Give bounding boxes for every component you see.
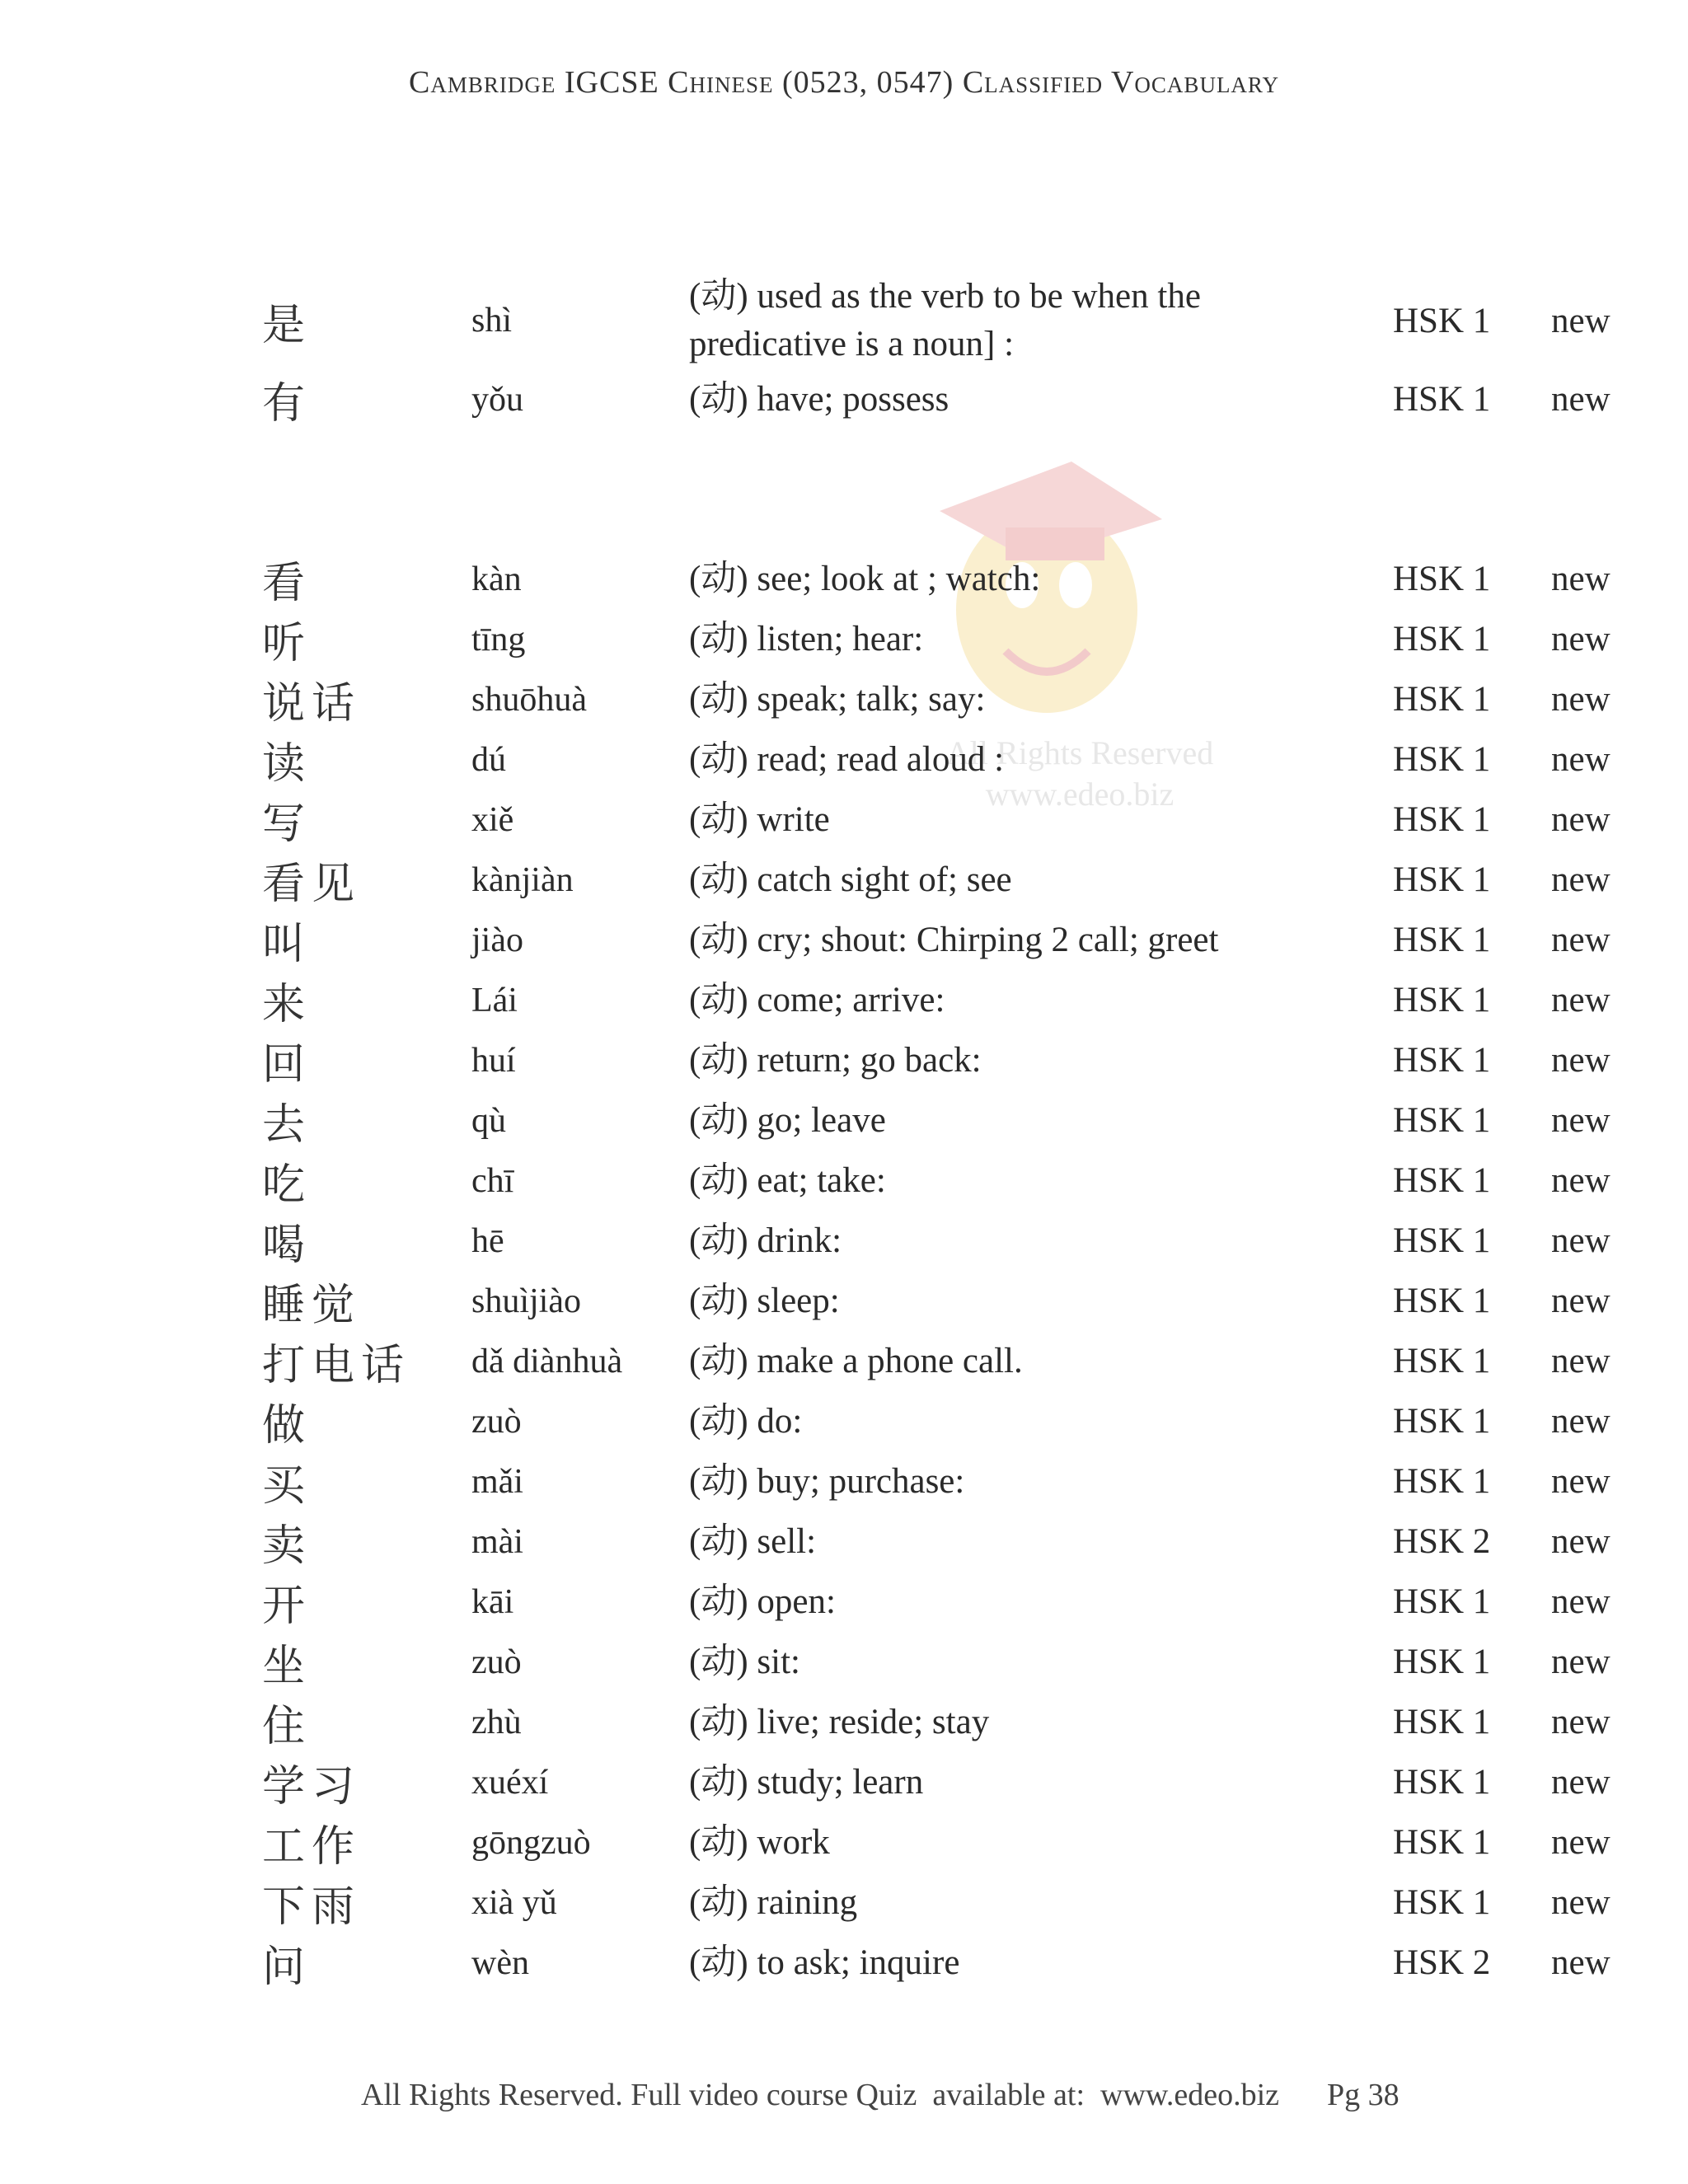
hanzi-cell: 打电话	[262, 1341, 411, 1390]
hsk-level-cell: HSK 1	[1393, 1041, 1491, 1080]
pinyin-cell: yǒu	[471, 380, 523, 419]
hsk-level-cell: HSK 1	[1393, 301, 1491, 340]
definition-cell: (动) used as the verb to be when the predicative is a noun] :	[689, 277, 1201, 363]
hsk-level-cell: HSK 1	[1393, 1703, 1491, 1741]
pinyin-cell: kāi	[471, 1582, 514, 1621]
hanzi-cell: 睡觉	[262, 1281, 362, 1330]
pinyin-cell: shì	[471, 302, 513, 340]
pinyin-cell: wèn	[471, 1943, 529, 1982]
status-cell: new	[1551, 1161, 1611, 1200]
vocab-row	[0, 1451, 1688, 1511]
vocab-row	[0, 1752, 1688, 1812]
hanzi-cell: 去	[262, 1100, 312, 1150]
hanzi-cell: 有	[262, 379, 312, 429]
vocab-row	[0, 1331, 1688, 1391]
hsk-level-cell: HSK 1	[1393, 921, 1491, 959]
vocab-row	[0, 1090, 1688, 1151]
hsk-level-cell: HSK 1	[1393, 740, 1491, 779]
status-cell: new	[1551, 1462, 1611, 1501]
hanzi-cell: 坐	[262, 1642, 312, 1691]
pinyin-cell: dú	[471, 740, 506, 779]
status-cell: new	[1551, 560, 1611, 598]
pinyin-cell: kànjiàn	[471, 860, 574, 899]
pinyin-cell: Lái	[471, 981, 518, 1019]
definition-cell: (动) eat; take:	[689, 1160, 886, 1200]
definition-cell: (动) raining	[689, 1882, 858, 1922]
pinyin-cell: xià yǔ	[471, 1883, 557, 1922]
pinyin-cell: zuò	[471, 1643, 522, 1681]
definition-cell: (动) buy; purchase:	[689, 1461, 965, 1501]
status-cell: new	[1551, 1582, 1611, 1621]
hanzi-cell: 卖	[262, 1521, 312, 1571]
definition-cell: (动) come; arrive:	[689, 980, 945, 1019]
definition-cell: (动) open:	[689, 1582, 836, 1621]
hanzi-cell: 做	[262, 1401, 312, 1451]
pinyin-cell: mài	[471, 1522, 523, 1561]
watermark-text-url: www.edeo.biz	[985, 776, 1175, 813]
pinyin-cell: shuōhuà	[471, 680, 587, 719]
vocab-row	[0, 970, 1688, 1030]
definition-cell: (动) cry; shout: Chirping 2 call; greet	[689, 920, 1219, 959]
hanzi-cell: 听	[262, 619, 312, 668]
status-cell: new	[1551, 1943, 1611, 1982]
hanzi-cell: 工作	[262, 1822, 362, 1872]
hsk-level-cell: HSK 1	[1393, 680, 1491, 719]
definition-cell: (动) sell:	[689, 1521, 817, 1561]
status-cell: new	[1551, 1823, 1611, 1862]
hanzi-cell: 是	[262, 300, 312, 350]
vocab-row	[0, 1572, 1688, 1632]
hsk-level-cell: HSK 1	[1393, 1402, 1491, 1441]
vocab-row	[0, 790, 1688, 850]
hanzi-cell: 叫	[262, 920, 312, 969]
vocab-row	[0, 1872, 1688, 1933]
hsk-level-cell: HSK 1	[1393, 1823, 1491, 1862]
status-cell: new	[1551, 1402, 1611, 1441]
status-cell: new	[1551, 1643, 1611, 1681]
hanzi-cell: 住	[262, 1702, 312, 1751]
status-cell: new	[1551, 921, 1611, 959]
vocab-row	[0, 729, 1688, 790]
hanzi-cell: 下雨	[262, 1882, 362, 1932]
hanzi-cell: 吃	[262, 1160, 312, 1210]
hanzi-cell: 看	[262, 559, 312, 608]
vocab-row	[0, 1030, 1688, 1090]
pinyin-cell: shuìjiào	[471, 1282, 581, 1320]
pinyin-cell: gōngzuò	[471, 1823, 591, 1862]
hanzi-cell: 看见	[262, 860, 362, 909]
definition-cell: (动) go; leave	[689, 1100, 886, 1140]
status-cell: new	[1551, 1522, 1611, 1561]
status-cell: new	[1551, 1763, 1611, 1802]
status-cell: new	[1551, 981, 1611, 1019]
vocab-row	[0, 272, 1688, 369]
vocab-row	[0, 1632, 1688, 1692]
pinyin-cell: xiě	[471, 800, 514, 839]
status-cell: new	[1551, 1101, 1611, 1140]
definition-cell: (动) listen; hear:	[689, 619, 924, 658]
status-cell: new	[1551, 1342, 1611, 1380]
page-number: Pg 38	[1327, 2078, 1400, 2112]
definition-cell: (动) drink:	[689, 1221, 842, 1260]
hsk-level-cell: HSK 1	[1393, 1221, 1491, 1260]
vocab-row	[0, 1692, 1688, 1752]
pinyin-cell: huí	[471, 1041, 516, 1080]
hsk-level-cell: HSK 1	[1393, 1342, 1491, 1380]
definition-cell: (动) see; look at ; watch:	[689, 559, 1041, 598]
definition-cell: (动) study; learn	[689, 1762, 924, 1802]
pinyin-cell: zhù	[471, 1703, 522, 1741]
hsk-level-cell: HSK 1	[1393, 1161, 1491, 1200]
footer-text: All Rights Reserved. Full video course Quiz available at: www.edeo.biz	[361, 2078, 1280, 2112]
definition-cell: (动) sleep:	[689, 1281, 840, 1320]
definition-cell: (动) catch sight of; see	[689, 860, 1012, 899]
hanzi-cell: 开	[262, 1582, 312, 1631]
definition-cell: (动) speak; talk; say:	[689, 679, 986, 719]
vocab-row	[0, 1211, 1688, 1271]
status-cell: new	[1551, 680, 1611, 719]
hsk-level-cell: HSK 1	[1393, 1282, 1491, 1320]
definition-cell: (动) do:	[689, 1401, 803, 1441]
hanzi-cell: 写	[262, 799, 312, 849]
pinyin-cell: zuò	[471, 1402, 522, 1441]
definition-cell: (动) read; read aloud :	[689, 739, 1005, 779]
status-cell: new	[1551, 740, 1611, 779]
hanzi-cell: 回	[262, 1040, 312, 1090]
hsk-level-cell: HSK 1	[1393, 1763, 1491, 1802]
status-cell: new	[1551, 800, 1611, 839]
definition-cell: (动) sit:	[689, 1642, 800, 1681]
vocab-row	[0, 1812, 1688, 1872]
status-cell: new	[1551, 301, 1611, 340]
definition-cell: (动) write	[689, 799, 830, 839]
pinyin-cell: hē	[471, 1221, 504, 1260]
status-cell: new	[1551, 1041, 1611, 1080]
status-cell: new	[1551, 1883, 1611, 1922]
hanzi-cell: 说话	[262, 679, 362, 729]
hsk-level-cell: HSK 1	[1393, 560, 1491, 598]
pinyin-cell: chī	[471, 1161, 514, 1200]
pinyin-cell: kàn	[471, 560, 522, 598]
pinyin-cell: dǎ diànhuà	[471, 1342, 623, 1380]
status-cell: new	[1551, 380, 1611, 419]
pinyin-cell: jiào	[471, 921, 523, 959]
status-cell: new	[1551, 1703, 1611, 1741]
pinyin-cell: xuéxí	[471, 1763, 549, 1802]
definition-cell: (动) to ask; inquire	[689, 1943, 960, 1982]
watermark-text-rights: All Rights Reserved	[945, 734, 1214, 771]
hsk-level-cell: HSK 1	[1393, 1101, 1491, 1140]
hsk-level-cell: HSK 1	[1393, 1883, 1491, 1922]
hsk-level-cell: HSK 1	[1393, 1643, 1491, 1681]
definition-cell: (动) have; possess	[689, 379, 950, 419]
vocab-row	[0, 549, 1688, 609]
hsk-level-cell: HSK 1	[1393, 1462, 1491, 1501]
vocab-row	[0, 850, 1688, 910]
vocab-row	[0, 609, 1688, 669]
pinyin-cell: mǎi	[471, 1462, 523, 1501]
status-cell: new	[1551, 860, 1611, 899]
hanzi-cell: 喝	[262, 1221, 312, 1270]
hanzi-cell: 来	[262, 980, 312, 1029]
vocab-row	[0, 910, 1688, 970]
hsk-level-cell: HSK 1	[1393, 1582, 1491, 1621]
hanzi-cell: 读	[262, 739, 312, 789]
hsk-level-cell: HSK 1	[1393, 620, 1491, 658]
hsk-level-cell: HSK 1	[1393, 800, 1491, 839]
hsk-level-cell: HSK 2	[1393, 1943, 1491, 1982]
definition-cell: (动) work	[689, 1822, 830, 1862]
page-header: Cambridge IGCSE Chinese (0523, 0547) Classified Vocabulary	[409, 65, 1279, 100]
hanzi-cell: 学习	[262, 1762, 362, 1811]
hsk-level-cell: HSK 2	[1393, 1522, 1491, 1561]
vocab-row	[0, 1391, 1688, 1451]
status-cell: new	[1551, 1221, 1611, 1260]
page-footer	[361, 2077, 1400, 2113]
vocab-row	[0, 1271, 1688, 1331]
hanzi-cell: 问	[262, 1943, 312, 1992]
pinyin-cell: qù	[471, 1101, 506, 1140]
status-cell: new	[1551, 620, 1611, 658]
pinyin-cell: tīng	[471, 620, 526, 658]
hsk-level-cell: HSK 1	[1393, 380, 1491, 419]
vocab-row	[0, 1151, 1688, 1211]
definition-cell: (动) make a phone call.	[689, 1341, 1023, 1380]
hsk-level-cell: HSK 1	[1393, 981, 1491, 1019]
hanzi-cell: 买	[262, 1461, 312, 1511]
vocab-row	[0, 669, 1688, 729]
vocab-row	[0, 1511, 1688, 1572]
vocab-row	[0, 369, 1688, 429]
hsk-level-cell: HSK 1	[1393, 860, 1491, 899]
definition-cell: (动) return; go back:	[689, 1040, 982, 1080]
status-cell: new	[1551, 1282, 1611, 1320]
vocab-row	[0, 1933, 1688, 1993]
definition-cell: (动) live; reside; stay	[689, 1702, 990, 1741]
